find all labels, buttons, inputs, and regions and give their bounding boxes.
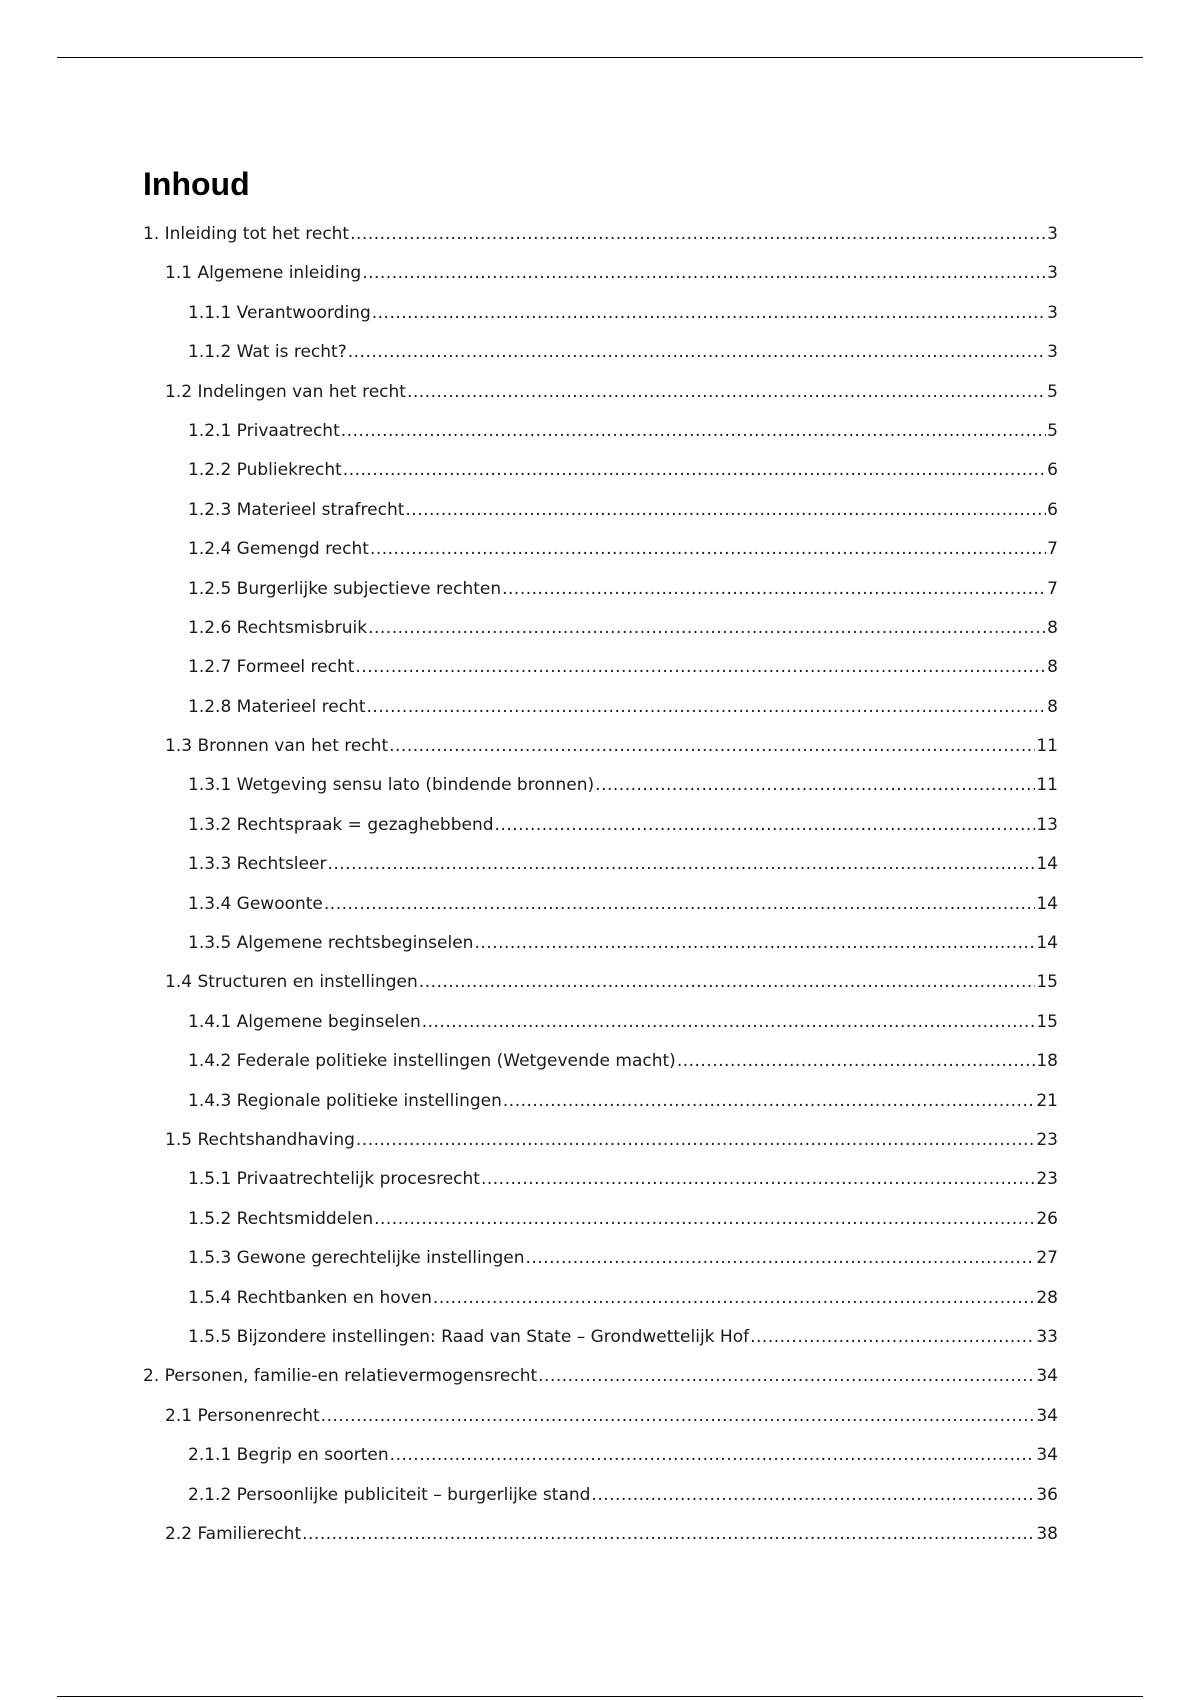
toc-page-number: 5: [1047, 420, 1058, 441]
toc-dot-leader: [355, 648, 1046, 687]
toc-entry[interactable]: [143, 254, 1058, 293]
toc-dot-leader: [502, 570, 1046, 609]
toc-entry[interactable]: [143, 1357, 1058, 1396]
toc-entry[interactable]: [143, 215, 1058, 254]
toc-page-number: 38: [1036, 1523, 1058, 1544]
toc-page-number: 3: [1047, 342, 1058, 363]
toc-dot-leader: [538, 1357, 1035, 1396]
toc-entry-title: 1. Inleiding tot het recht: [143, 224, 350, 244]
toc-entry[interactable]: [143, 609, 1058, 648]
toc-entry-title: 1.3.5 Algemene rechtsbeginselen: [188, 933, 474, 954]
toc-entry[interactable]: [143, 963, 1058, 1002]
toc-entry-title: 1.1.2 Wat is recht?: [188, 342, 347, 363]
toc-entry-title: 1.5 Rechtshandhaving: [165, 1129, 355, 1150]
toc-page-number: 6: [1047, 499, 1058, 520]
toc-dot-leader: [372, 294, 1046, 333]
toc-entry[interactable]: [143, 1436, 1058, 1475]
toc-dot-leader: [481, 1160, 1035, 1199]
toc-entry-title: 1.2.5 Burgerlijke subjectieve rechten: [188, 578, 502, 599]
toc-page-number: 5: [1047, 381, 1058, 402]
toc-entry-title: 1.2.8 Materieel recht: [188, 696, 366, 717]
toc-entry[interactable]: [143, 1160, 1058, 1199]
toc-dot-leader: [324, 885, 1035, 924]
toc-page-number: 36: [1036, 1484, 1058, 1505]
toc-entry[interactable]: [143, 766, 1058, 805]
toc-entry[interactable]: [143, 412, 1058, 451]
toc-dot-leader: [343, 451, 1046, 490]
toc-entry[interactable]: [143, 570, 1058, 609]
toc-dot-leader: [405, 491, 1046, 530]
toc-page-number: 8: [1047, 617, 1058, 638]
toc-dot-leader: [348, 333, 1046, 372]
toc-entry[interactable]: [143, 1042, 1058, 1081]
toc-entry[interactable]: [143, 1476, 1058, 1515]
toc-entry[interactable]: [143, 885, 1058, 924]
toc-page-number: 26: [1036, 1208, 1058, 1229]
toc-entry[interactable]: [143, 1200, 1058, 1239]
toc-page-number: 15: [1036, 972, 1058, 993]
toc-entry[interactable]: [143, 373, 1058, 412]
toc-page-number: 3: [1047, 224, 1058, 244]
toc-page-number: 11: [1036, 775, 1058, 796]
toc-dot-leader: [302, 1515, 1035, 1554]
toc-dot-leader: [419, 963, 1036, 1002]
toc-entry-title: 1.5.2 Rechtsmiddelen: [188, 1208, 374, 1229]
toc-page-number: 8: [1047, 696, 1058, 717]
toc-dot-leader: [367, 688, 1047, 727]
toc-dot-leader: [389, 727, 1035, 766]
toc-dot-leader: [356, 1121, 1035, 1160]
toc-dot-leader: [368, 609, 1046, 648]
toc-entry-title: 1.4.3 Regionale politieke instellingen: [188, 1090, 502, 1111]
toc-dot-leader: [474, 924, 1035, 963]
toc-dot-leader: [503, 1082, 1035, 1121]
toc-entry-title: 1.3.2 Rechtspraak = gezaghebbend: [188, 814, 494, 835]
toc-dot-leader: [595, 766, 1035, 805]
toc-entry-title: 1.3 Bronnen van het recht: [165, 736, 389, 757]
toc-dot-leader: [526, 1239, 1036, 1278]
toc-entry[interactable]: [143, 1003, 1058, 1042]
toc-dot-leader: [327, 845, 1035, 884]
toc-entry[interactable]: [143, 648, 1058, 687]
toc-title: Inhoud: [143, 166, 250, 202]
toc-dot-leader: [750, 1318, 1035, 1357]
toc-entry[interactable]: [143, 451, 1058, 490]
toc-dot-leader: [677, 1042, 1036, 1081]
toc-page-number: 13: [1036, 814, 1058, 835]
toc-entry-title: 1.2.3 Materieel strafrecht: [188, 499, 405, 520]
toc-entry-title: 1.5.5 Bijzondere instellingen: Raad van State – Grondwettelijk Hof: [188, 1326, 750, 1347]
toc-entry-title: 1.2.4 Gemengd recht: [188, 539, 369, 560]
toc-page-number: 15: [1036, 1011, 1058, 1032]
toc-entry[interactable]: [143, 1082, 1058, 1121]
toc-page-number: 7: [1047, 578, 1058, 599]
toc-entry-title: 1.5.1 Privaatrechtelijk procesrecht: [188, 1169, 480, 1190]
toc-entry[interactable]: [143, 688, 1058, 727]
toc-entry[interactable]: [143, 845, 1058, 884]
toc-page-number: 23: [1036, 1169, 1058, 1190]
footer-rule: [57, 1696, 1143, 1697]
toc-entry-title: 1.3.4 Gewoonte: [188, 893, 323, 914]
toc-page-number: 28: [1036, 1287, 1058, 1308]
toc-page-number: 34: [1036, 1366, 1058, 1387]
toc-entry-title: 1.4.1 Algemene beginselen: [188, 1011, 421, 1032]
toc-page-number: 33: [1036, 1326, 1058, 1347]
toc-entry[interactable]: [143, 491, 1058, 530]
toc-entry-title: 1.5.3 Gewone gerechtelijke instellingen: [188, 1248, 525, 1269]
toc-entry-title: 2.1 Personenrecht: [165, 1405, 320, 1426]
toc-dot-leader: [591, 1476, 1035, 1515]
toc-entry-title: 1.3.3 Rechtsleer: [188, 854, 327, 875]
toc-entry-title: 1.2.6 Rechtsmisbruik: [188, 617, 368, 638]
toc-entry-title: 2. Personen, familie-en relatievermogensrecht: [143, 1366, 538, 1387]
toc-entry-title: 1.2.2 Publiekrecht: [188, 460, 342, 481]
toc-entry[interactable]: [143, 727, 1058, 766]
toc-page-number: 18: [1036, 1051, 1058, 1072]
toc-dot-leader: [390, 1436, 1036, 1475]
toc-page-number: 21: [1036, 1090, 1058, 1111]
toc-page-number: 11: [1036, 736, 1058, 757]
toc-entry-title: 1.3.1 Wetgeving sensu lato (bindende bronnen): [188, 775, 595, 796]
toc-page-number: 8: [1047, 657, 1058, 678]
toc-entry[interactable]: [143, 530, 1058, 569]
toc-entry-title: 1.4.2 Federale politieke instellingen (Wetgevende macht): [188, 1051, 676, 1072]
toc-entry-title: 1.2 Indelingen van het recht: [165, 381, 406, 402]
toc-entry-title: 1.1 Algemene inleiding: [165, 263, 362, 284]
toc-page-number: 34: [1036, 1405, 1058, 1426]
toc-entry-title: 1.2.7 Formeel recht: [188, 657, 355, 678]
toc-entry-title: 2.1.2 Persoonlijke publiciteit – burgerlijke stand: [188, 1484, 591, 1505]
toc-dot-leader: [422, 1003, 1036, 1042]
toc-entry[interactable]: [143, 1397, 1058, 1436]
table-of-contents: [143, 215, 1058, 1554]
toc-page-number: 7: [1047, 539, 1058, 560]
toc-entry-title: 1.2.1 Privaatrecht: [188, 420, 340, 441]
toc-dot-leader: [341, 412, 1046, 451]
toc-page-number: 6: [1047, 460, 1058, 481]
toc-dot-leader: [362, 254, 1046, 293]
toc-entry[interactable]: [143, 1515, 1058, 1554]
toc-dot-leader: [374, 1200, 1035, 1239]
toc-page-number: 14: [1036, 933, 1058, 954]
header-rule: [57, 57, 1143, 58]
toc-entry[interactable]: [143, 806, 1058, 845]
toc-dot-leader: [350, 215, 1046, 254]
toc-entry[interactable]: [143, 1318, 1058, 1357]
toc-entry[interactable]: [143, 333, 1058, 372]
toc-page-number: 14: [1036, 854, 1058, 875]
toc-page-number: 14: [1036, 893, 1058, 914]
toc-page-number: 27: [1036, 1248, 1058, 1269]
toc-dot-leader: [370, 530, 1046, 569]
toc-entry-title: 2.1.1 Begrip en soorten: [188, 1445, 389, 1466]
toc-entry[interactable]: [143, 1121, 1058, 1160]
toc-entry[interactable]: [143, 294, 1058, 333]
toc-entry-title: 1.4 Structuren en instellingen: [165, 972, 418, 993]
toc-dot-leader: [495, 806, 1036, 845]
toc-entry-title: 1.1.1 Verantwoording: [188, 302, 371, 323]
toc-dot-leader: [407, 373, 1046, 412]
toc-entry[interactable]: [143, 924, 1058, 963]
toc-dot-leader: [321, 1397, 1036, 1436]
toc-page-number: 34: [1036, 1445, 1058, 1466]
toc-page-number: 23: [1036, 1129, 1058, 1150]
toc-entry[interactable]: [143, 1239, 1058, 1278]
toc-entry[interactable]: [143, 1279, 1058, 1318]
toc-dot-leader: [433, 1279, 1035, 1318]
toc-page-number: 3: [1047, 263, 1058, 284]
toc-page-number: 3: [1047, 302, 1058, 323]
toc-entry-title: 1.5.4 Rechtbanken en hoven: [188, 1287, 432, 1308]
toc-entry-title: 2.2 Familierecht: [165, 1523, 302, 1544]
